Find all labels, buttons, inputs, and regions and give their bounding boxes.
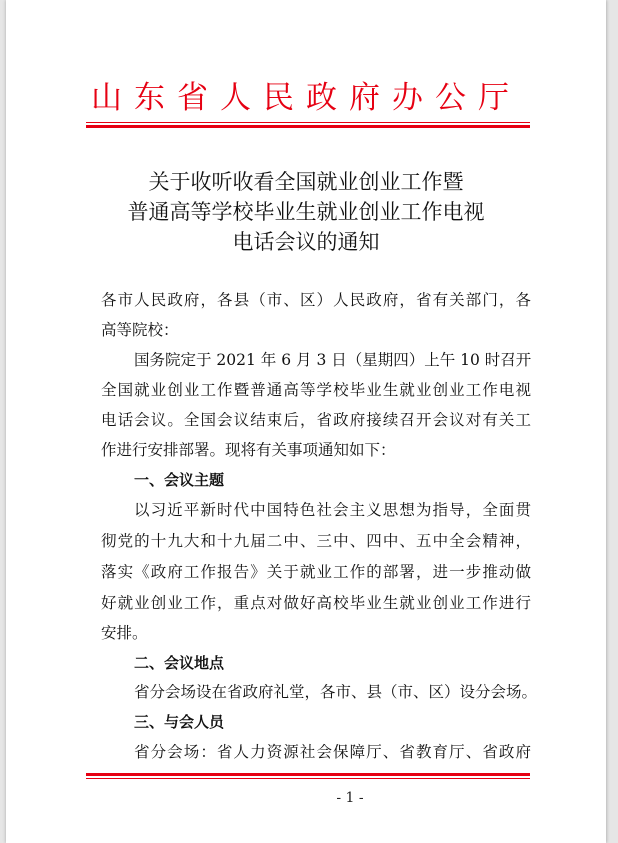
section-3-line-1: 省分会场：省人力资源社会保障厅、省教育厅、省政府 xyxy=(134,743,531,761)
section-3-heading: 三、与会人员 xyxy=(134,713,225,731)
intro-line-2: 全国就业创业工作暨普通高等学校毕业生就业创业工作电视 xyxy=(101,381,531,399)
header-red-rule-thick xyxy=(86,125,530,128)
footer-red-rule-thin xyxy=(86,778,530,779)
addressee-line-1: 各市人民政府，各县（市、区）人民政府，省有关部门，各 xyxy=(101,291,531,309)
section-1-heading: 一、会议主题 xyxy=(134,471,225,489)
footer-red-rule-thick xyxy=(86,773,530,776)
section-1-line-4: 好就业创业工作，重点对做好高校毕业生就业创业工作进行 xyxy=(101,594,531,612)
issuer-header: 山东省人民政府办公厅 xyxy=(91,80,521,116)
section-1-line-1: 以习近平新时代中国特色社会主义思想为指导，全面贯 xyxy=(134,501,531,519)
document-title-line-2: 普通高等学校毕业生就业创业工作电视 xyxy=(127,200,485,224)
document-title-line-1: 关于收听收看全国就业创业工作暨 xyxy=(148,170,464,194)
addressee-line-2: 高等院校： xyxy=(101,321,179,339)
section-1-line-2: 彻党的十九大和十九届二中、三中、四中、五中全会精神， xyxy=(101,532,531,550)
section-1-line-5: 安排。 xyxy=(101,624,148,642)
section-2-line-1: 省分会场设在省政府礼堂，各市、县（市、区）设分会场。 xyxy=(134,683,538,701)
document-title-line-3: 电话会议的通知 xyxy=(232,230,380,254)
intro-line-3: 电话会议。全国会议结束后，省政府接续召开会议对有关工 xyxy=(101,411,531,429)
page-number: - 1 - xyxy=(336,790,364,806)
section-1-line-3: 落实《政府工作报告》关于就业工作的部署，进一步推动做 xyxy=(101,563,531,581)
section-2-heading: 二、会议地点 xyxy=(134,654,225,672)
document-page xyxy=(6,0,606,843)
intro-line-1: 国务院定于 2021 年 6 月 3 日（星期四）上午 10 时召开 xyxy=(134,351,532,369)
intro-line-4: 作进行安排部署。现将有关事项通知如下： xyxy=(101,441,396,459)
header-red-rule-thin xyxy=(86,122,530,123)
